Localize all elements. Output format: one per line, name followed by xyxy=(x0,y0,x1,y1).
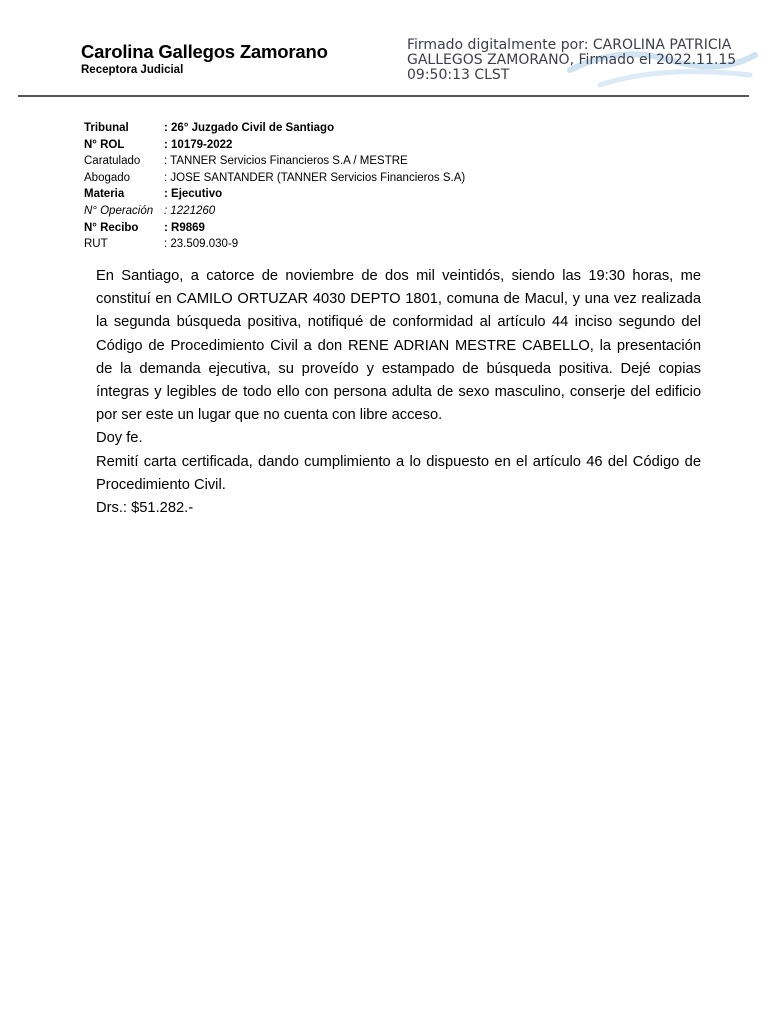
header-divider xyxy=(18,95,749,97)
doy-fe-line: Doy fe. xyxy=(96,430,143,447)
meta-row-caratulado xyxy=(84,153,465,170)
meta-value: : Ejecutivo xyxy=(164,188,223,201)
meta-row-operacion xyxy=(84,203,465,220)
meta-label: N° Recibo xyxy=(84,221,139,234)
meta-row-rut xyxy=(84,236,465,253)
meta-label: N° ROL xyxy=(84,138,125,151)
meta-label: Materia xyxy=(84,188,125,201)
case-metadata xyxy=(84,120,465,253)
meta-value: : 26° Juzgado Civil de Santiago xyxy=(164,122,335,134)
meta-row-recibo xyxy=(84,220,465,237)
fees-line: Drs.: $51.282.- xyxy=(96,500,194,517)
notification-paragraph: En Santiago, a catorce de noviembre de dos mil veintidós, siendo las 19:30 horas, me constituí en CAMILO ORTUZAR 4030 DEPTO 1801, comuna de Macul, y una vez realizada la segunda búsqueda positiva, notifiqué de conformidad al artículo 44 inciso segundo del Código de Procedimiento Civil a don RENE ADRIAN MESTRE CABELLO, la presentación de la demanda ejecutiva, su proveído y estampado de búsqueda positiva. Dejé copias íntegras y legibles de todo ello con persona adulta de sexo masculino, conserje del edificio por ser este un lugar que no cuenta con libre acceso. xyxy=(96,268,701,424)
digital-signature-text: Firmado digitalmente por: CAROLINA PATRICIA GALLEGOS ZAMORANO, Firmado el 2022.11.15 09:50:13 CLST xyxy=(407,37,737,83)
meta-value: : TANNER Servicios Financieros S.A / MESTRE xyxy=(164,155,408,168)
meta-value: : 23.509.030-9 xyxy=(164,238,239,251)
certified-letter-paragraph: Remití carta certificada, dando cumplimiento a lo dispuesto en el artículo 46 del Código de Procedimiento Civil. xyxy=(96,453,701,493)
meta-row-tribunal xyxy=(84,120,465,137)
meta-value: : 1221260 xyxy=(164,204,216,217)
meta-row-rol xyxy=(84,137,465,154)
meta-row-abogado xyxy=(84,170,465,187)
meta-value: : R9869 xyxy=(164,221,205,234)
meta-row-materia xyxy=(84,186,465,203)
meta-label: RUT xyxy=(84,238,108,251)
meta-label: Caratulado xyxy=(84,155,141,168)
meta-label: Tribunal xyxy=(84,122,129,134)
meta-value: : JOSE SANTANDER (TANNER Servicios Financieros S.A) xyxy=(164,171,466,184)
receptor-role: Receptora Judicial xyxy=(81,64,184,76)
meta-label: Abogado xyxy=(84,171,131,184)
meta-value: : 10179-2022 xyxy=(164,138,233,151)
receptor-name: Carolina Gallegos Zamorano xyxy=(81,41,328,62)
notification-body xyxy=(96,265,701,520)
meta-label: N° Operación xyxy=(84,204,154,217)
